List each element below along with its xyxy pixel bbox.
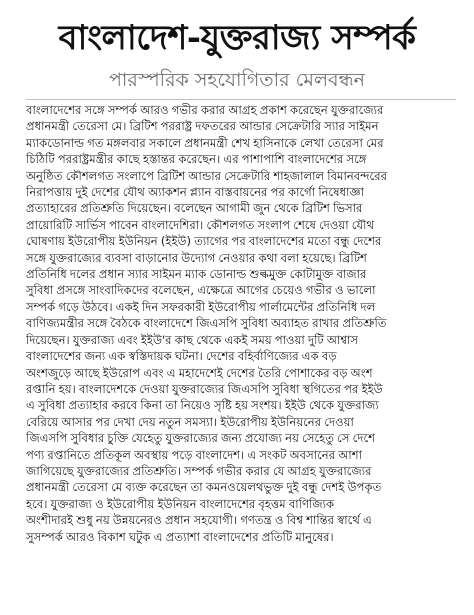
article-body <box>26 102 458 545</box>
body-line: চিঠিটি পররাষ্ট্রমন্ত্রীর কাছে হস্তান্তর করেছেন। এর পাশাপাশি বাংলাদেশের সঙ্গে <box>26 152 367 167</box>
body-line: অনুষ্ঠিত কৌশলগত সংলাপে ব্রিটিশ আন্ডার সেক্রেটারি শাহজালাল বিমানবন্দরের <box>26 168 387 183</box>
body-line: প্রধানমন্ত্রী তেরেসা মে ব্যক্ত করেছেন তা কমনওয়েলথভুক্ত দুই বন্ধু দেশই উপকৃত <box>26 480 382 495</box>
subheadline: পারস্পরিক সহযোগিতার মেলবন্ধন <box>108 69 365 91</box>
body-line: বেরিয়ে আসার পর দেখা দেয় নতুন সমস্যা। ইউরোপীয় ইউনিয়নের দেওয়া <box>26 414 354 429</box>
body-line: সঙ্গে যুক্তরাজ্যের ব্যবসা বাড়ানোর উদ্যোগ নেওয়ার কথা বলা হয়েছে। ব্রিটিশ <box>26 250 367 265</box>
headline-text: বাংলাদেশ-যুক্তরাজ্য সম্পর্ক <box>58 18 416 58</box>
body-line: বাংলাদেশের সঙ্গে সম্পর্ক আরও গভীর করার আগ্রহ প্রকাশ করেছেন যুক্তরাজ্যের <box>26 103 384 117</box>
body-line: ম্যাকডোনাল্ড গত মঙ্গলবার সকালে প্রধানমন্ত্রী শেখ হাসিনাকে লেখা তেরেসা মের <box>26 135 384 150</box>
body-line: সম্পর্ক গড়ে উঠবে। একই দিন সফরকারী ইউরোপীয় পার্লামেন্টের প্রতিনিধি দল <box>26 299 376 314</box>
body-line: নিরাপত্তায় দুই দেশের যৌথ অ্যাকশন প্ল্যান বাস্তবায়নের পর কার্গো নিষেধাজ্ঞা <box>26 185 364 200</box>
body-line: বাণিজ্যমন্ত্রীর সঙ্গে বৈঠকে বাংলাদেশে জিএসপি সুবিধা অব্যাহত রাখার প্রতিশ্রুতি <box>26 316 387 331</box>
body-line: বাংলাদেশের জন্য এক স্বস্তিদায়ক ঘটনা। দেশের বহির্বাণিজ্যের এক বড় <box>26 349 337 364</box>
body-line: প্রায়োরিটি সার্ভিস পাবেন বাংলাদেশিরা। কৌশলগত সংলাপ শেষে দেওয়া যৌথ <box>26 217 374 232</box>
subheadline-container <box>0 66 474 94</box>
body-line: জিএসপি সুবিধার চুক্তি যেহেতু যুক্তরাজ্যের জন্য প্রযোজ্য নয় সেহেতু সে দেশে <box>26 431 375 446</box>
body-line: দিয়েছেন। যুক্তরাজ্য এবং ইইউ'র কাছ থেকে একই সময় পাওয়া দুটি আশ্বাস <box>26 332 359 347</box>
divider <box>26 99 456 100</box>
body-line: প্রত্যাহারের প্রতিশ্রুতি দিয়েছেন। বলেছেন আগামী জুন থেকে ব্রিটিশ ভিসার <box>26 201 363 216</box>
body-line: হবে। যুক্তরাজ্য ও ইউরোপীয় ইউনিয়ন বাংলাদেশের বৃহত্তম বাণিজ্যিক <box>26 496 335 511</box>
body-line: অংশজুড়ে আছে ইউরোপ এবং এ মহাদেশেই দেশের তৈরি পোশাকের বড় অংশ <box>26 365 373 380</box>
body-line: ঘোষণায় ইউরোপীয় ইউনিয়ন (ইইউ) ত্যাগের পর বাংলাদেশের মতো বন্ধু দেশের <box>26 234 382 249</box>
body-line: পণ্য রপ্তানিতে প্রতিকূল অবস্থায় পড়ে বাংলাদেশ। এ সংকট অবসানের আশা <box>26 447 363 462</box>
body-line: প্রতিনিধি দলের প্রধান স্যার সাইমন ম্যাক ডোনাল্ড শুল্কমুক্ত কোটামুক্ত বাজার <box>26 267 367 282</box>
body-line: সুবিধা প্রসঙ্গে সাংবাদিকদের বলেছেন, এক্ষেত্রে আগের চেয়েও গভীর ও ভালো <box>26 283 376 298</box>
body-line: সুসম্পর্ক আরও বিকাশ ঘটুক এ প্রত্যাশা বাংলাদেশের প্রতিটি মানুষের। <box>26 529 334 544</box>
body-line: রপ্তানি হয়। বাংলাদেশকে দেওয়া যুক্তরাজ্যের জিএসপি সুবিধা স্থগিতের পর ইইউ <box>26 381 383 396</box>
body-line: অংশীদারই শুধু নয় উন্নয়নেরও প্রধান সহযোগী। গণতন্ত্র ও বিশ্ব শান্তির স্বার্থে এ <box>26 513 372 528</box>
body-line: প্রধানমন্ত্রী তেরেসা মে। ব্রিটিশ পররাষ্ট্র দফতরের আন্ডার সেক্রেটারি স্যার সাইমন <box>26 119 379 134</box>
body-line: জাগিয়েছে যুক্তরাজ্যের প্রতিশ্রুতি। সম্পর্ক গভীর করার যে আগ্রহ যুক্তরাজ্যের <box>26 463 372 478</box>
headline <box>0 14 474 62</box>
body-line: এ সুবিধা প্রত্যাহার করবে কিনা তা নিয়েও সৃষ্টি হয় সংশয়। ইইউ থেকে যুক্তরাজ্য <box>26 398 379 413</box>
